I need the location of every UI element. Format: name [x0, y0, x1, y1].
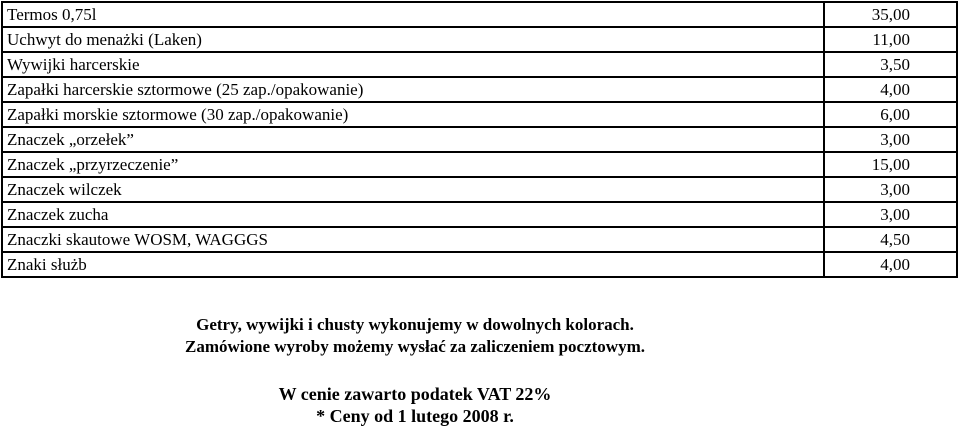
table-row: [2, 77, 957, 102]
table-row: [2, 252, 957, 277]
table-row: [2, 227, 957, 252]
product-name: Zapałki harcerskie sztormowe (25 zap./opakowanie): [2, 77, 824, 102]
product-price: 15,00: [824, 152, 957, 177]
table-row: [2, 177, 957, 202]
price-list-table: [1, 1, 958, 278]
product-price: 4,00: [824, 77, 957, 102]
vat-note: W cenie zawarto podatek VAT 22%: [278, 384, 552, 404]
product-name: Znaczek „przyrzeczenie”: [2, 152, 824, 177]
price-date-note: * Ceny od 1 lutego 2008 r.: [316, 406, 514, 426]
product-price: 3,00: [824, 177, 957, 202]
product-name: Uchwyt do menażki (Laken): [2, 27, 824, 52]
product-price: 3,50: [824, 52, 957, 77]
colors-note: Getry, wywijki i chusty wykonujemy w dowolnych kolorach.: [196, 315, 634, 334]
product-price: 11,00: [824, 27, 957, 52]
product-name: Znaczek „orzełek”: [2, 127, 824, 152]
table-row: [2, 2, 957, 27]
table-row: [2, 127, 957, 152]
table-row: [2, 27, 957, 52]
product-name: Znaczki skautowe WOSM, WAGGGS: [2, 227, 824, 252]
product-price: 4,50: [824, 227, 957, 252]
table-row: [2, 52, 957, 77]
product-price: 4,00: [824, 252, 957, 277]
product-name: Znaczek wilczek: [2, 177, 824, 202]
table-row: [2, 102, 957, 127]
product-name: Znaki służb: [2, 252, 824, 277]
price-notes: [0, 383, 830, 427]
product-price: 3,00: [824, 127, 957, 152]
product-price: 6,00: [824, 102, 957, 127]
product-name: Termos 0,75l: [2, 2, 824, 27]
table-row: [2, 152, 957, 177]
shipping-note: Zamówione wyroby możemy wysłać za zaliczeniem pocztowym.: [185, 337, 645, 356]
product-name: Wywijki harcerskie: [2, 52, 824, 77]
product-name: Zapałki morskie sztormowe (30 zap./opakowanie): [2, 102, 824, 127]
table-row: [2, 202, 957, 227]
order-notes: [0, 314, 830, 358]
product-price: 3,00: [824, 202, 957, 227]
product-price: 35,00: [824, 2, 957, 27]
product-name: Znaczek zucha: [2, 202, 824, 227]
